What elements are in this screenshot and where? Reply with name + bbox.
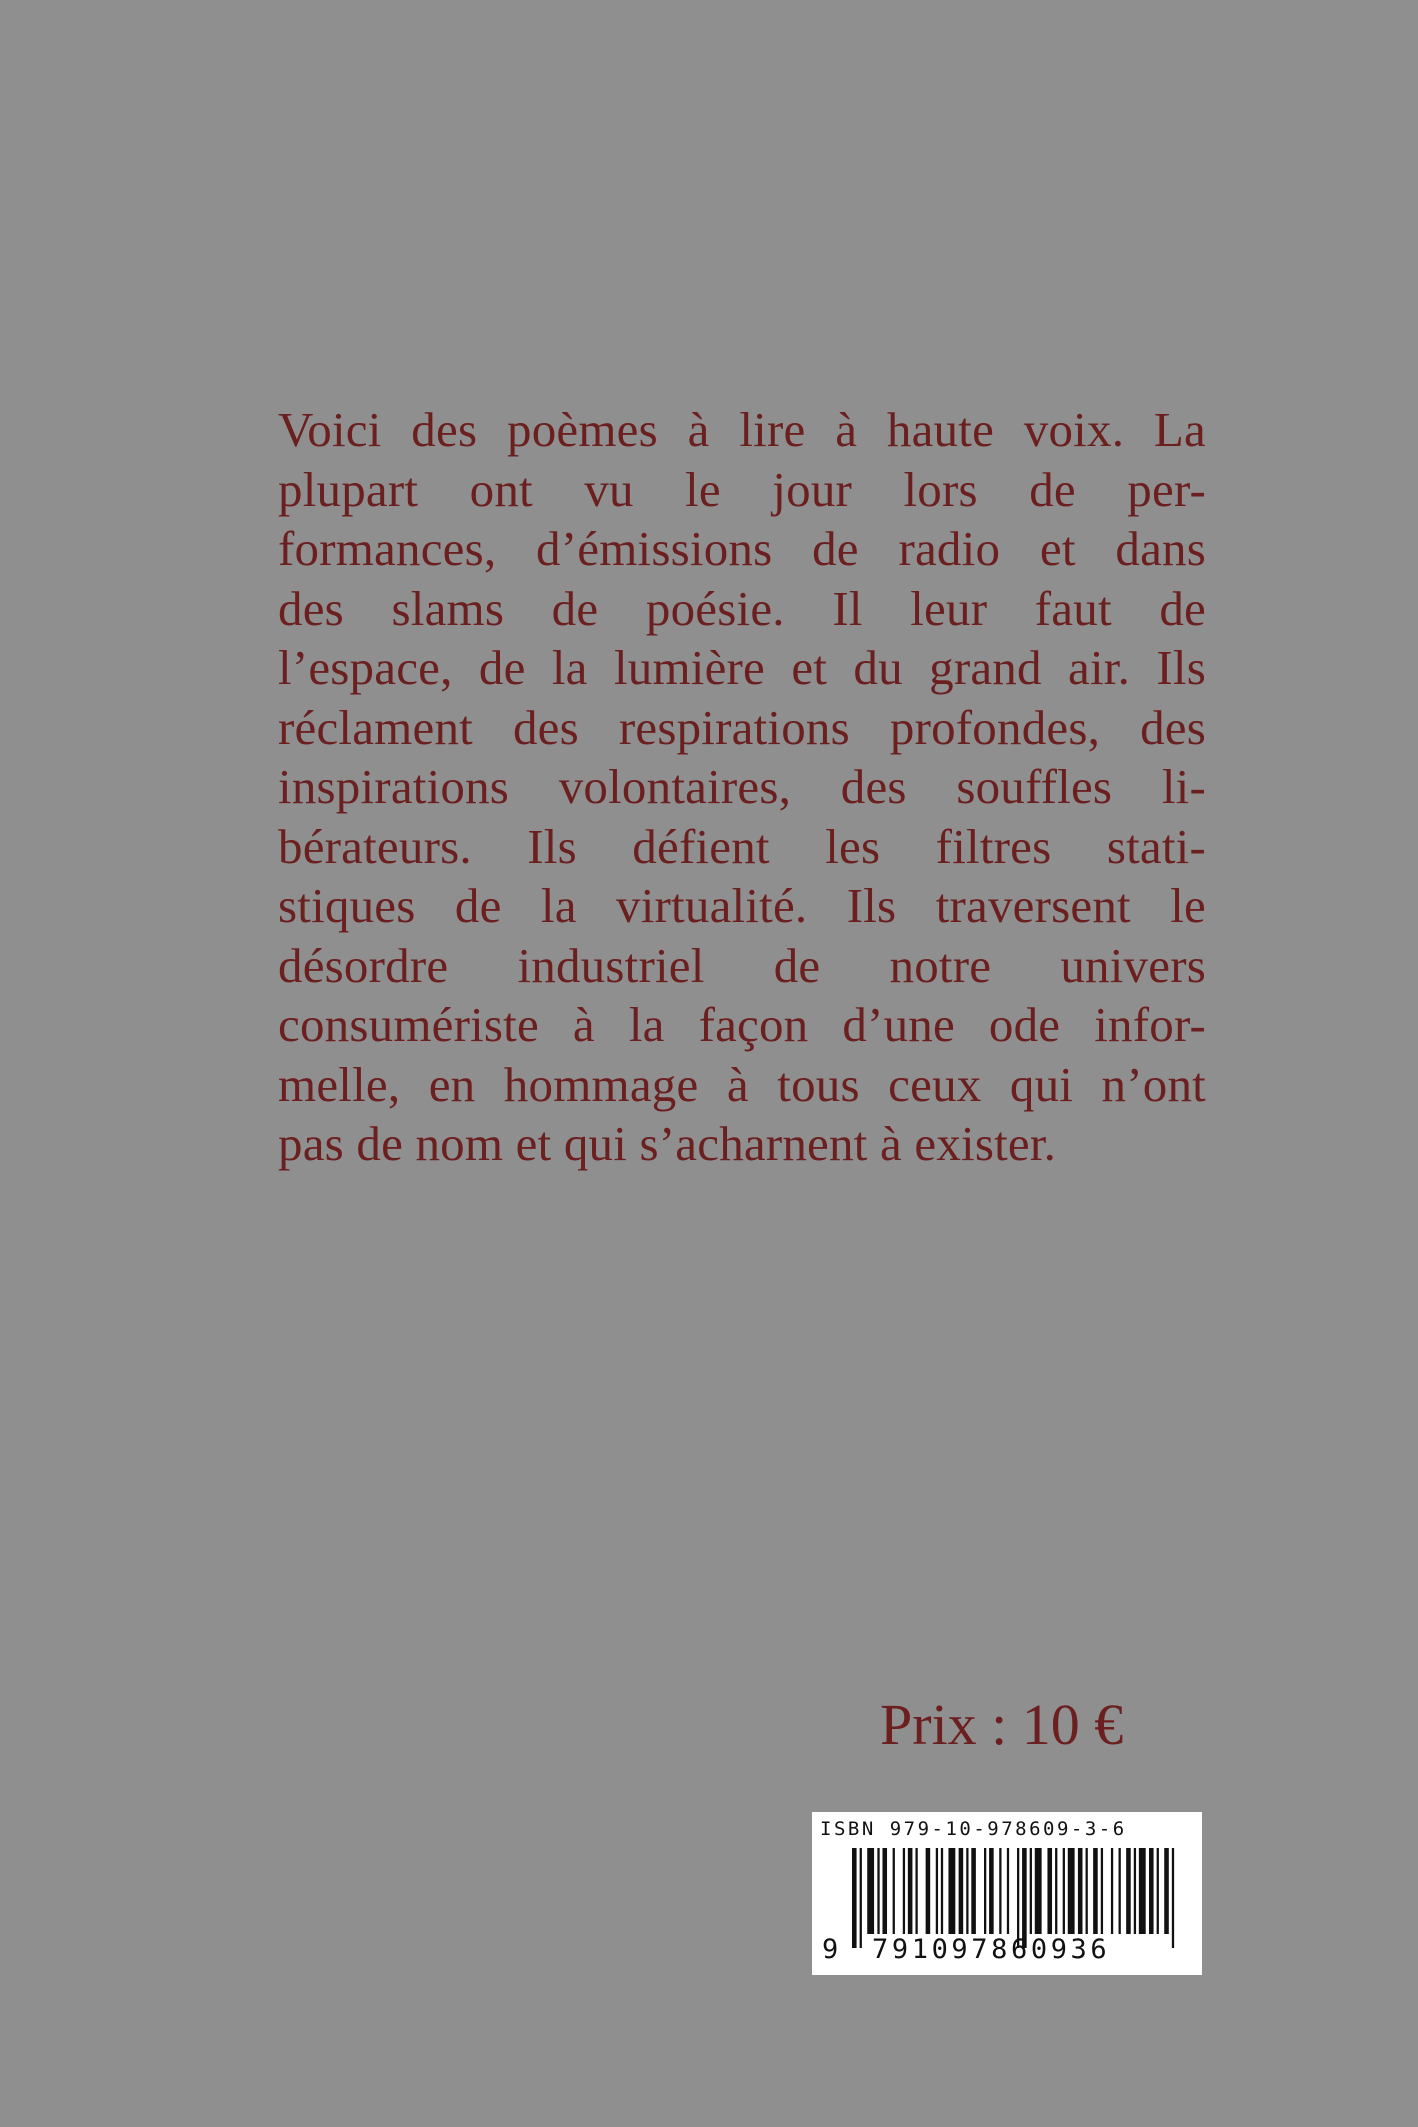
blurb-line: réclament des respirations profondes, des <box>278 699 1206 755</box>
barcode-bar <box>1164 1848 1169 1934</box>
back-cover-blurb <box>278 400 1206 1174</box>
barcode-bar <box>936 1848 938 1934</box>
barcode-bar <box>860 1848 862 1948</box>
barcode-bar <box>877 1848 879 1934</box>
barcode-bar <box>1030 1848 1032 1934</box>
barcode-bar <box>941 1848 943 1934</box>
blurb-line: l’espace, de la lumière et du grand air. Ils <box>278 640 1206 695</box>
barcode-bar <box>852 1848 857 1948</box>
barcode-bar <box>893 1848 895 1934</box>
ean-first-digit: 9 <box>822 1934 839 1965</box>
barcode-bar <box>971 1848 976 1934</box>
blurb-line: des slams de poésie. Il leur faut de <box>278 580 1206 636</box>
barcode-bar <box>926 1848 931 1934</box>
barcode-bar <box>1134 1848 1136 1934</box>
barcode-bar <box>903 1848 905 1934</box>
barcode-bar <box>1022 1848 1027 1948</box>
price-label: Prix : 10 € <box>880 1692 1124 1757</box>
blurb-line: pas de nom et qui s’acharnent à exister. <box>278 1116 1057 1171</box>
barcode-bar <box>1172 1848 1174 1948</box>
barcode-bar <box>1007 1848 1009 1934</box>
barcode-bar <box>1126 1848 1131 1934</box>
barcode-bar <box>1086 1848 1088 1934</box>
blurb-line: stiques de la virtualité. Ils traversent le <box>278 878 1206 933</box>
barcode-bar <box>1139 1848 1146 1934</box>
barcode-bar <box>966 1848 968 1934</box>
barcode-bar <box>1157 1848 1159 1934</box>
barcode-bar <box>882 1848 887 1934</box>
barcode-bar <box>1093 1848 1098 1934</box>
barcode-bar <box>1119 1848 1121 1934</box>
barcode-bar <box>1047 1848 1052 1934</box>
blurb-line: consumériste à la façon d’une ode infor- <box>278 997 1206 1052</box>
blurb-line: bérateurs. Ils défient les filtres stati- <box>278 818 1206 874</box>
barcode-bar <box>867 1848 874 1934</box>
barcode-bar <box>948 1848 955 1934</box>
barcode-bar <box>915 1848 917 1934</box>
ean-digits: 791097860936 <box>872 1934 1111 1965</box>
blurb-line: Voici des poèmes à lire à haute voix. La <box>278 402 1206 457</box>
blurb-line: plupart ont vu le jour lors de per- <box>278 461 1206 517</box>
barcode-bar <box>1149 1848 1154 1934</box>
blurb-line: inspirations volontaires, des souffles li- <box>278 759 1206 814</box>
barcode-bars <box>852 1848 1182 1948</box>
barcode-bar <box>1063 1848 1065 1934</box>
barcode-bar <box>908 1848 913 1934</box>
barcode-bar <box>959 1848 964 1934</box>
blurb-line: désordre industriel de notre univers <box>278 937 1206 993</box>
barcode-bar <box>1017 1848 1019 1948</box>
isbn-label: ISBN 979-10-978609-3-6 <box>820 1818 1127 1840</box>
blurb-line: melle, en hommage à tous ceux qui n’ont <box>278 1056 1206 1112</box>
barcode-bar <box>1055 1848 1057 1934</box>
blurb-line: formances, d’émissions de radio et dans <box>278 521 1206 576</box>
barcode-bar <box>989 1848 994 1934</box>
barcode-bar <box>1101 1848 1103 1934</box>
isbn-barcode <box>812 1812 1202 1975</box>
barcode-bar <box>1078 1848 1083 1934</box>
barcode-bar <box>1068 1848 1075 1934</box>
barcode-bar <box>984 1848 986 1934</box>
barcode-bar <box>999 1848 1001 1934</box>
barcode-bar <box>1111 1848 1113 1934</box>
barcode-bar <box>1035 1848 1042 1934</box>
